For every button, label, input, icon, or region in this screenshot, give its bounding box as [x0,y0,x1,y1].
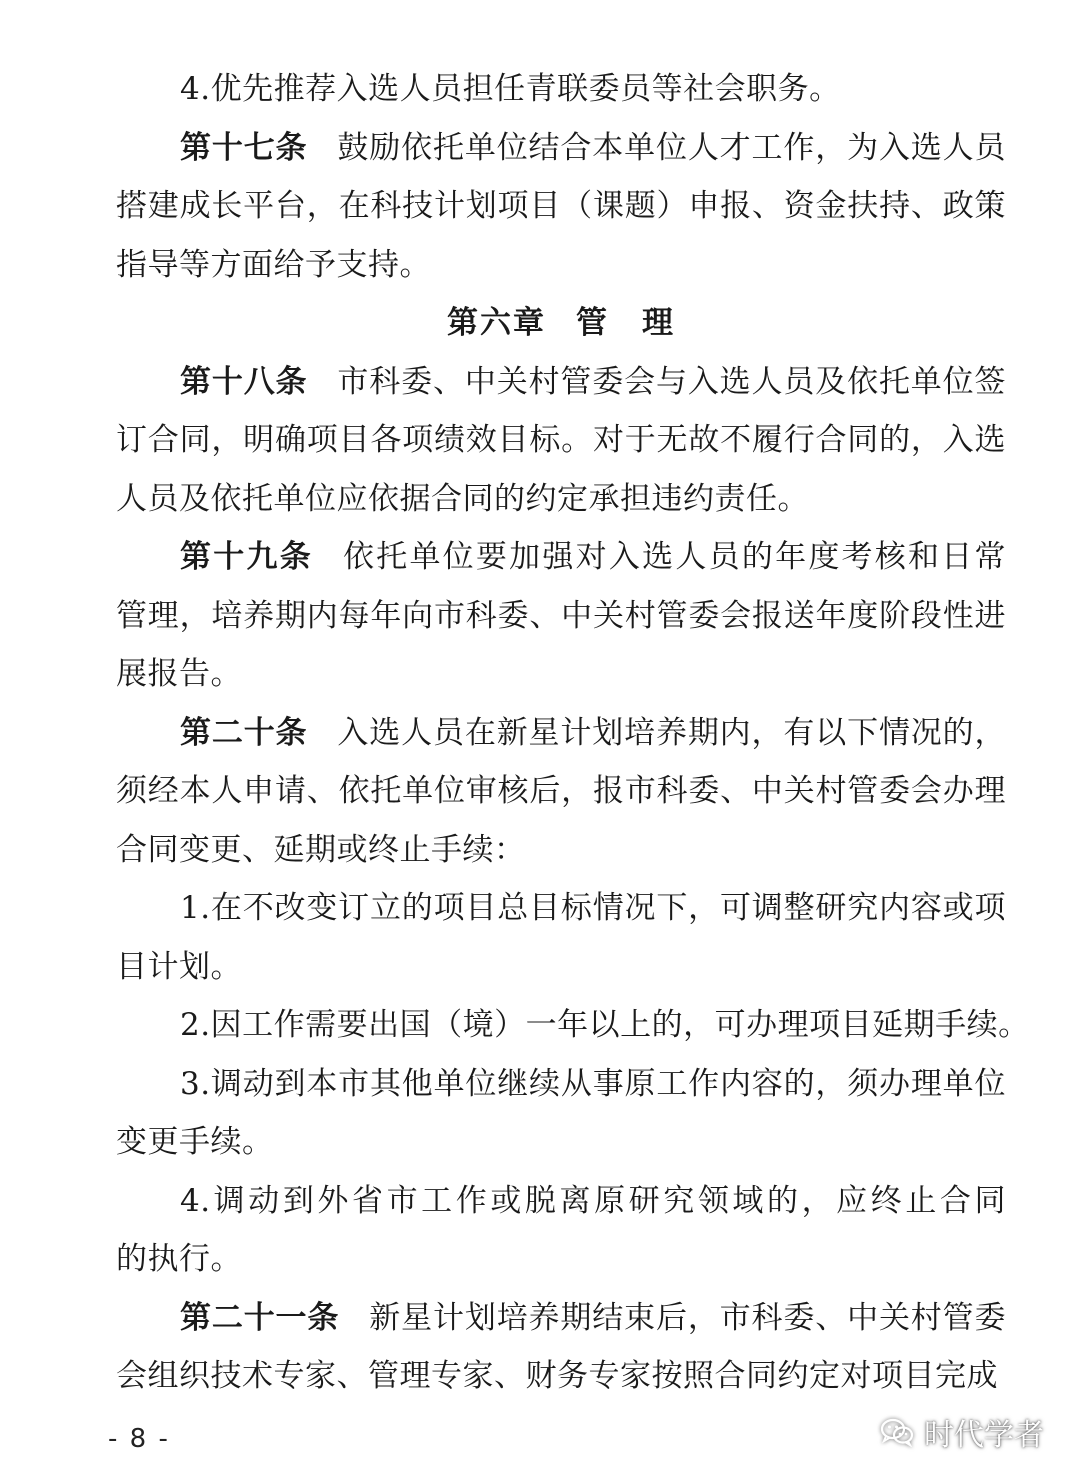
article-paragraph [116,119,1006,295]
article-paragraph [116,528,1006,704]
line-text: 鼓励依托单位结合本单位人才工作，为入选人员 [337,129,1007,166]
line-text: 搭建成长平台，在科技计划项目（课题）申报、资金扶持、政策 [116,188,1006,224]
line-text: 指导等方面给予支持。 [116,246,431,283]
line-text: 变更手续。 [116,1124,274,1160]
text-line [116,411,1006,470]
article-label: 第二十一条 [180,1299,340,1336]
text-line [116,1172,1006,1231]
line-text: 依托单位要加强对入选人员的年度考核和日常 [342,539,1007,575]
line-text: 目计划。 [116,948,242,985]
line-text: 1.在不改变订立的项目总目标情况下，可调整研究内容或项 [180,890,1006,926]
article-label: 第十八条 [180,363,308,400]
text-line [116,996,1030,1055]
article-paragraph [116,704,1006,880]
list-item [116,996,1030,1055]
wechat-icon [880,1417,914,1447]
text-line [116,119,1006,178]
text-line [116,879,1006,938]
text-line [116,353,1006,412]
chapter-title: 管 理 [576,305,675,341]
line-text: 的执行。 [116,1241,242,1277]
line-text: 人员及依托单位应依据合同的约定承担违约责任。 [116,480,809,517]
list-item [116,1172,1006,1289]
line-text: 2.因工作需要出国（境）一年以上的，可办理项目延期手续。 [180,1007,1030,1043]
chapter-number: 第六章 [447,305,546,341]
line-text: 市科委、中关村管委会与入选人员及依托单位签 [337,363,1007,400]
text-line [116,236,1006,295]
line-text: 合同变更、延期或终止手续： [116,831,526,868]
article-paragraph [116,1289,1006,1406]
chapter-heading [116,294,1006,353]
text-line [116,821,1006,880]
line-text: 订合同，明确项目各项绩效目标。对于无故不履行合同的，入选 [116,422,1006,458]
article-label: 第十七条 [180,129,308,166]
text-line [116,1055,1006,1114]
text-line [116,60,1006,119]
watermark [880,1410,1044,1454]
article-label: 第十九条 [180,539,313,575]
line-text: 新星计划培养期结束后，市科委、中关村管委 [369,1299,1007,1336]
text-line [116,938,1006,997]
line-text: 3.调动到本市其他单位继续从事原工作内容的，须办理单位 [180,1065,1006,1102]
line-text: 管理，培养期内每年向市科委、中关村管委会报送年度阶段性进 [116,597,1006,634]
text-line [116,1230,1006,1289]
line-text: 4.优先推荐入选人员担任青联委员等社会职务。 [180,71,841,107]
article-paragraph [116,353,1006,529]
text-line [116,1113,1006,1172]
document-body [116,60,1030,1406]
text-line [116,762,1006,821]
text-line [116,645,1006,704]
text-line [116,177,1006,236]
line-text: 须经本人申请、依托单位审核后，报市科委、中关村管委会办理 [116,773,1006,809]
line-text: 会组织技术专家、管理专家、财务专家按照合同约定对项目完成 [116,1358,998,1394]
text-line [116,587,1006,646]
article-label: 第二十条 [180,714,308,751]
list-item [116,60,1006,119]
page-number: - 8 - [108,1424,170,1454]
list-item [116,1055,1006,1172]
line-text: 入选人员在新星计划培养期内，有以下情况的， [337,714,1007,751]
text-line [116,528,1006,587]
text-line [116,1289,1006,1348]
text-line [116,470,1006,529]
text-line [116,1347,1006,1406]
text-line [116,704,1006,763]
watermark-text: 时代学者 [924,1418,1044,1453]
line-text: 展报告。 [116,656,242,692]
line-text: 4.调动到外省市工作或脱离原研究领域的，应终止合同 [180,1182,1006,1219]
list-item [116,879,1006,996]
